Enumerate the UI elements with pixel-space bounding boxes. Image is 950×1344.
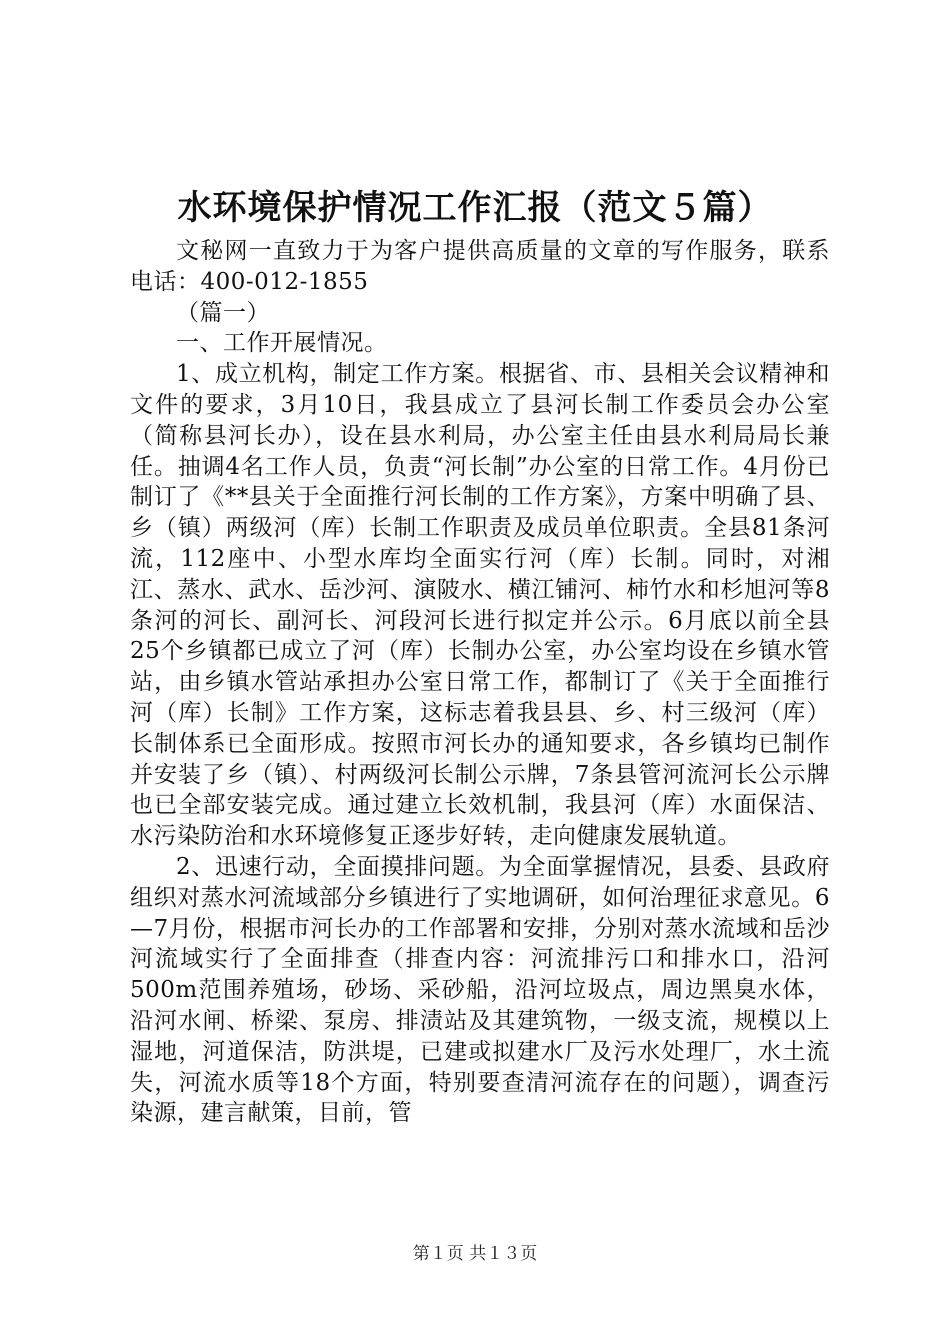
document-title: 水环境保护情况工作汇报（范文５篇）	[177, 188, 773, 228]
page-number-footer: 第１页 共１３页	[412, 1244, 538, 1264]
heading-paragraph: 一、工作开展情况。	[176, 330, 388, 357]
body-paragraph-1: 1、成立机构，制定工作方案。根据省、市、县相关会议精神和文件的要求，3月10日，我县成立了县河长制工作委员会办公室（简称县河长办），设在县水利局，办公室主任由县水利局局长兼任。抽调4名工作人员，负责“河长制”办公室的日常工作。4月份已制订了《**县关于全面推行河长制的工作方案》，方案中明确了县、乡（镇）两级河（库）长制工作职责及成员单位职责。全县81条河流，112座中、小型水库均全面实行河（库）长制。同时，对湘江、蒸水、武水、岳沙河、演陂水、横江铺河、柿竹水和杉旭河等8条河的河长、副河长、河段河长进行拟定并公示。6月底以前全县25个乡镇都已成立了河（库）长制办公室，办公室均设在乡镇水管站，由乡镇水管站承担办公室日常工作，都制订了《关于全面推行河（库）长制》工作方案，这标志着我县县、乡、村三级河（库）长制体系已全面形成。按照市河长办的通知要求，各乡镇均已制作并安装了乡（镇）、村两级河长制公示牌，7条县管河流河长公示牌也已全部安装完成。通过建立长效机制，我县河（库）水面保洁、水污染防治和水环境修复正逐步好转，走向健康发展轨道。	[130, 361, 830, 850]
document-body	[130, 236, 830, 1129]
body-paragraph-2: 2、迅速行动，全面摸排问题。为全面掌握情况，县委、县政府组织对蒸水河流域部分乡镇进行了实地调研，如何治理征求意见。6—7月份，根据市河长办的工作部署和安排，分别对蒸水流域和岳沙河流域实行了全面排查（排查内容：河流排污口和排水口，沿河500m范围养殖场，砂场、采砂船，沿河垃圾点，周边黑臭水体，沿河水闸、桥梁、泵房、排渍站及其建筑物，一级支流，规模以上湿地，河道保洁，防洪堤，已建或拟建水厂及污水处理厂，水土流失，河流水质等18个方面，特别要查清河流存在的问题），调查污染源，建言献策，目前，管	[130, 853, 830, 1127]
section-label: （篇一）	[176, 299, 270, 326]
intro-paragraph: 文秘网一直致力于为客户提供高质量的文章的写作服务，联系电话：400-012-1855	[130, 238, 830, 295]
